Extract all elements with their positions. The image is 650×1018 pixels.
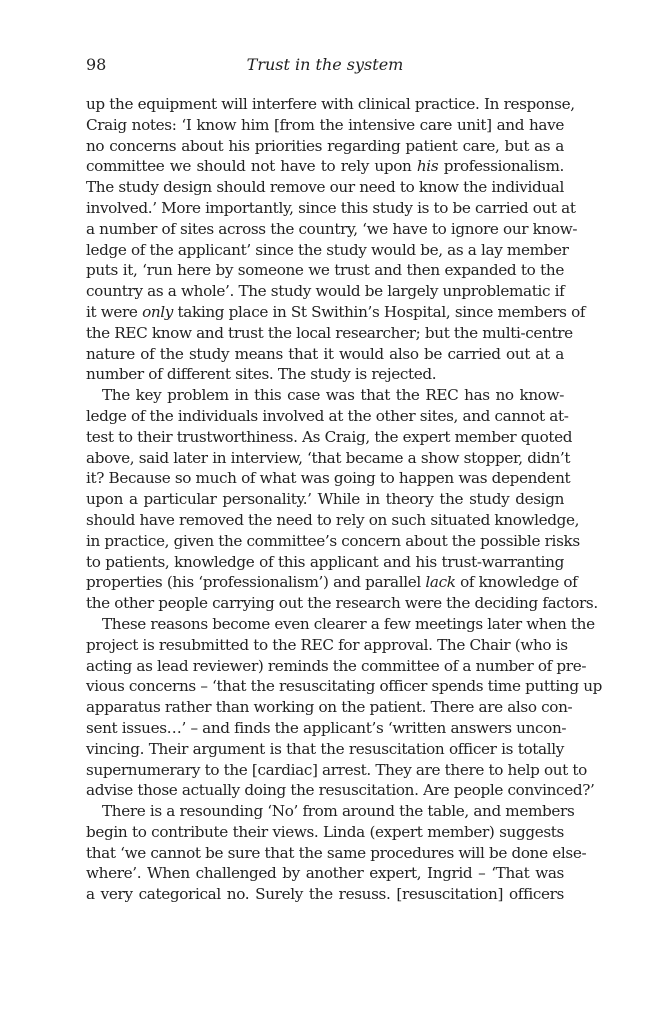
text-line: committee we should not have to rely upon his professionalism. <box>86 157 564 176</box>
text-line: a number of sites across the country, ‘we have to ignore our know- <box>86 219 578 238</box>
text-line: number of different sites. The study is rejected. <box>86 365 437 384</box>
page-number: 98 <box>86 55 107 74</box>
text-line: project is resubmitted to the REC for approval. The Chair (who is <box>86 635 568 654</box>
running-title: Trust in the system <box>246 55 404 74</box>
text-line: puts it, ‘run here by someone we trust and then expanded to the <box>86 261 564 280</box>
text-line: There is a resounding ‘No’ from around the table, and members <box>102 802 575 821</box>
text-line: Craig notes: ‘I know him [from the intensive care unit] and have <box>86 115 564 134</box>
text-line: test to their trustworthiness. As Craig, the expert member quoted <box>86 427 573 446</box>
text-line: properties (his ‘professionalism’) and parallel lack of knowledge of <box>86 573 578 592</box>
text-line: to patients, knowledge of this applicant and his trust-warranting <box>86 552 564 571</box>
text-line: it were only taking place in St Swithin’s Hospital, since members of <box>86 302 586 321</box>
text-line: where’. When challenged by another expert, Ingrid – ‘That was <box>86 864 564 883</box>
text-line: upon a particular personality.’ While in theory the study design <box>86 490 564 509</box>
text-line: supernumerary to the [cardiac] arrest. They are there to help out to <box>86 760 587 779</box>
text-line: The study design should remove our need to know the individual <box>86 178 564 197</box>
text-line: apparatus rather than working on the patient. There are also con- <box>86 698 573 717</box>
text-line: the REC know and trust the local researcher; but the multi-centre <box>86 323 573 342</box>
text-line: the other people carrying out the research were the deciding factors. <box>86 594 598 613</box>
text-line: that ‘we cannot be sure that the same procedures will be done else- <box>86 843 587 862</box>
text-line: These reasons become even clearer a few meetings later when the <box>102 614 595 633</box>
text-line: The key problem in this case was that the REC has no know- <box>102 386 564 405</box>
text-line: involved.’ More importantly, since this study is to be carried out at <box>86 198 576 217</box>
text-line: begin to contribute their views. Linda (expert member) suggests <box>86 822 564 841</box>
text-line: nature of the study means that it would also be carried out at a <box>86 344 564 363</box>
text-line: a very categorical no. Surely the resuss. [resuscitation] officers <box>86 885 564 904</box>
text-line: ledge of the individuals involved at the other sites, and cannot at- <box>86 406 569 425</box>
text-line: country as a whole’. The study would be largely unproblematic if <box>86 282 565 301</box>
text-line: it? Because so much of what was going to happen was dependent <box>86 469 571 488</box>
text-line: in practice, given the committee’s concern about the possible risks <box>86 531 580 550</box>
text-line: sent issues…’ – and finds the applicant’s ‘written answers uncon- <box>86 718 567 737</box>
text-line: vincing. Their argument is that the resuscitation officer is totally <box>86 739 564 758</box>
text-line: advise those actually doing the resuscitation. Are people convinced?’ <box>86 781 595 800</box>
text-line: no concerns about his priorities regarding patient care, but as a <box>86 136 564 155</box>
text-line: up the equipment will interfere with clinical practice. In response, <box>86 95 575 113</box>
body-text <box>86 94 603 905</box>
text-line: above, said later in interview, ‘that became a show stopper, didn’t <box>86 448 571 467</box>
page-header <box>86 55 564 79</box>
text-line: should have removed the need to rely on such situated knowledge, <box>86 510 580 529</box>
text-line: vious concerns – ‘that the resuscitating officer spends time putting up <box>86 677 603 696</box>
text-line: acting as lead reviewer) reminds the committee of a number of pre- <box>86 656 587 675</box>
text-line: ledge of the applicant’ since the study would be, as a lay member <box>86 240 569 259</box>
